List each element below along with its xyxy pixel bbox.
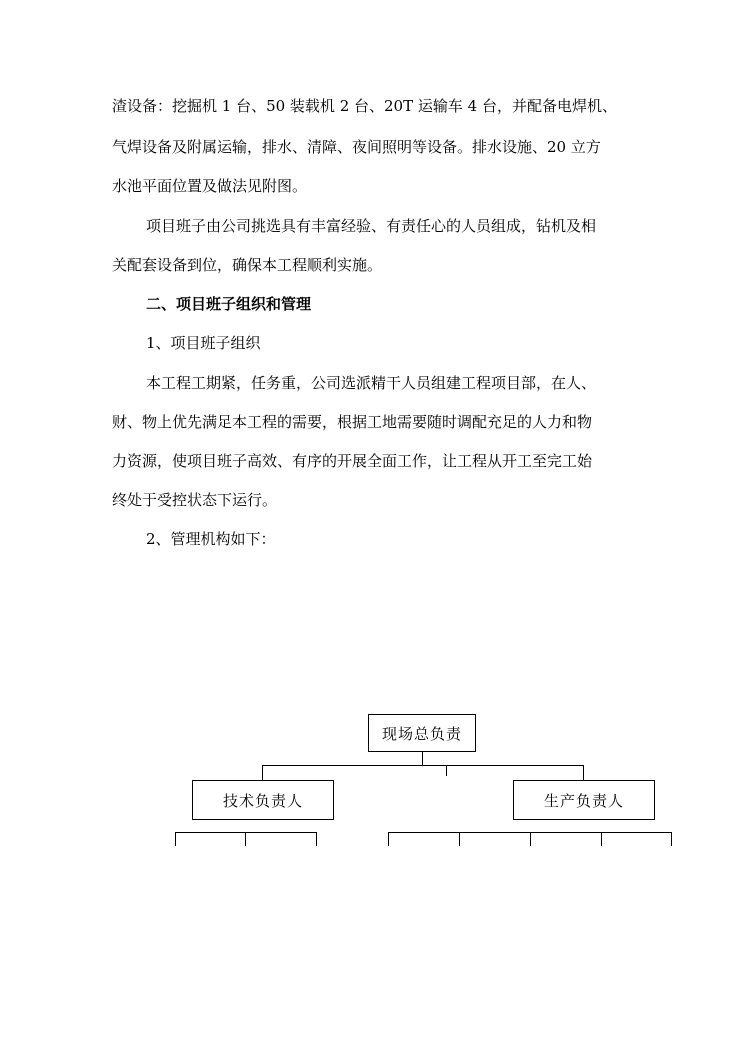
org-box-root: 现场总负责: [368, 714, 476, 752]
section-heading: 二、项目班子组织和管理: [146, 295, 312, 313]
paragraph-line: 本工程工期紧，任务重，公司选派精干人员组建工程项目部，在人、: [146, 374, 597, 392]
org-connector: [262, 765, 583, 766]
paragraph-line: 力资源，使项目班子高效、有序的开展全面工作，让工程从开工至完工始: [112, 452, 593, 470]
org-connector: [262, 765, 263, 780]
paragraph-line: 项目班子由公司挑选具有丰富经验、有责任心的人员组成，钻机及相: [146, 217, 597, 235]
paragraph-line: 关配套设备到位，确保本工程顺利实施。: [112, 256, 383, 274]
org-connector: [671, 832, 672, 846]
paragraph-line: 渣设备：挖掘机 1 台、50 装载机 2 台、20T 运输车 4 台，并配备电焊机、: [112, 97, 617, 115]
paragraph-line: 气焊设备及附属运输，排水、清障、夜间照明等设备。排水设施、20 立方: [112, 138, 601, 156]
org-connector: [446, 766, 447, 776]
paragraph-line: 终处于受控状态下运行。: [112, 491, 278, 509]
org-connector: [175, 832, 317, 833]
org-connector: [601, 832, 602, 846]
subheading: 1、项目班子组织: [146, 334, 261, 352]
org-connector: [583, 765, 584, 780]
org-box-right: 生产负责人: [513, 780, 655, 820]
subheading: 2、管理机构如下：: [146, 530, 276, 548]
org-connector: [459, 832, 460, 846]
org-connector: [245, 832, 246, 846]
org-connector: [530, 832, 531, 846]
org-connector: [316, 832, 317, 846]
org-box-left: 技术负责人: [192, 780, 334, 820]
org-connector: [422, 752, 423, 766]
org-connector: [388, 832, 389, 846]
org-connector: [175, 832, 176, 846]
paragraph-line: 财、物上优先满足本工程的需要，根据工地需要随时调配充足的人力和物: [112, 413, 593, 431]
paragraph-line: 水池平面位置及做法见附图。: [112, 177, 308, 195]
